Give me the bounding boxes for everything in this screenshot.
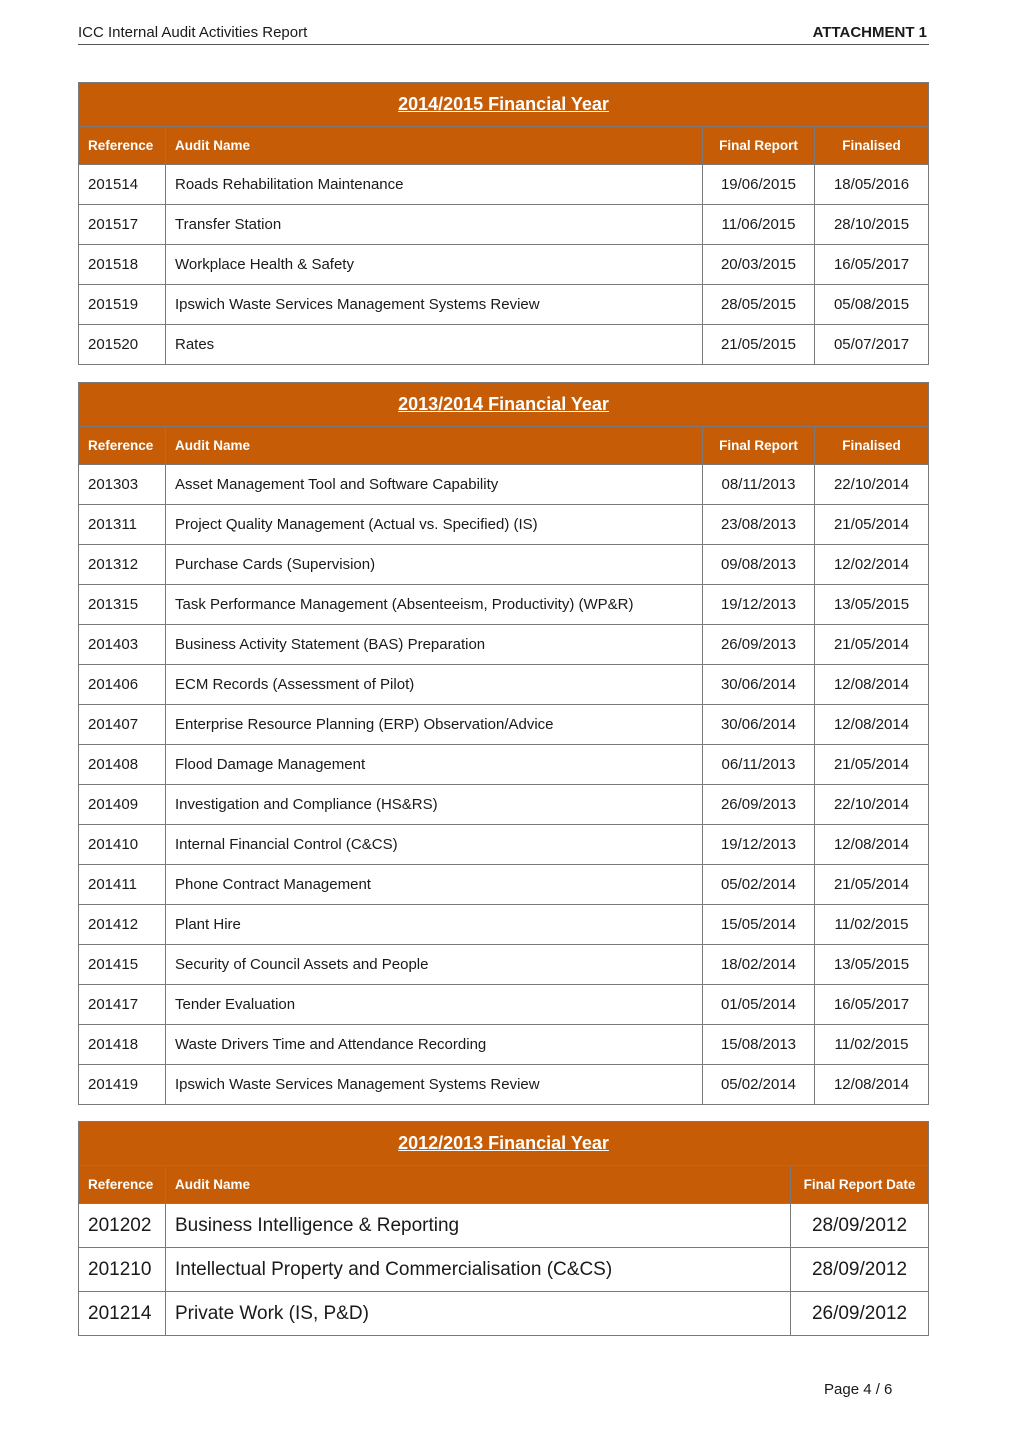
audit-name-cell: Ipswich Waste Services Management Systems Review: [166, 1065, 703, 1105]
finalised-cell: 05/08/2015: [815, 285, 929, 325]
reference-cell: 201417: [79, 985, 166, 1025]
audit-name-cell: Purchase Cards (Supervision): [166, 545, 703, 585]
column-header: Final Report: [703, 427, 815, 465]
reference-cell: 201415: [79, 945, 166, 985]
reference-cell: 201418: [79, 1025, 166, 1065]
table-row: [79, 705, 929, 745]
finalised-cell: 21/05/2014: [815, 625, 929, 665]
finalised-cell: 21/05/2014: [815, 865, 929, 905]
audit-name-cell: Roads Rehabilitation Maintenance: [166, 165, 703, 205]
audit-name-cell: Waste Drivers Time and Attendance Recording: [166, 1025, 703, 1065]
audit-name-cell: Project Quality Management (Actual vs. Specified) (IS): [166, 505, 703, 545]
reference-cell: 201410: [79, 825, 166, 865]
table-row: [79, 1025, 929, 1065]
final-report-cell: 01/05/2014: [703, 985, 815, 1025]
column-header: Final Report Date: [791, 1166, 929, 1204]
final-report-cell: 19/12/2013: [703, 825, 815, 865]
table-row: [79, 465, 929, 505]
final-report-cell: 30/06/2014: [703, 705, 815, 745]
finalised-cell: 21/05/2014: [815, 505, 929, 545]
report-title: ICC Internal Audit Activities Report: [78, 24, 308, 41]
table-row: [79, 745, 929, 785]
reference-cell: 201419: [79, 1065, 166, 1105]
final-report-date-cell: 28/09/2012: [791, 1248, 929, 1292]
audit-name-cell: Flood Damage Management: [166, 745, 703, 785]
table-row: [79, 1292, 929, 1336]
final-report-cell: 05/02/2014: [703, 1065, 815, 1105]
reference-cell: 201403: [79, 625, 166, 665]
audit-name-cell: Business Activity Statement (BAS) Preparation: [166, 625, 703, 665]
table-row: [79, 325, 929, 365]
reference-cell: 201517: [79, 205, 166, 245]
table-title-row: [79, 1122, 929, 1166]
table-row: [79, 905, 929, 945]
table-header-row: [79, 127, 929, 165]
table-row: [79, 1065, 929, 1105]
table-header-row: [79, 427, 929, 465]
finalised-cell: 12/08/2014: [815, 1065, 929, 1105]
audit-name-cell: Transfer Station: [166, 205, 703, 245]
column-header: Audit Name: [166, 427, 703, 465]
final-report-cell: 20/03/2015: [703, 245, 815, 285]
table-row: [79, 785, 929, 825]
audit-name-cell: Intellectual Property and Commercialisation (C&CS): [166, 1248, 791, 1292]
audit-name-cell: ECM Records (Assessment of Pilot): [166, 665, 703, 705]
finalised-cell: 12/08/2014: [815, 705, 929, 745]
audit-name-cell: Private Work (IS, P&D): [166, 1292, 791, 1336]
table-row: [79, 205, 929, 245]
final-report-cell: 15/08/2013: [703, 1025, 815, 1065]
reference-cell: 201311: [79, 505, 166, 545]
table-row: [79, 585, 929, 625]
final-report-date-cell: 26/09/2012: [791, 1292, 929, 1336]
finalised-cell: 21/05/2014: [815, 745, 929, 785]
column-header: Reference: [79, 127, 166, 165]
reference-cell: 201518: [79, 245, 166, 285]
finalised-cell: 18/05/2016: [815, 165, 929, 205]
final-report-date-cell: 28/09/2012: [791, 1204, 929, 1248]
column-header: Final Report: [703, 127, 815, 165]
reference-cell: 201519: [79, 285, 166, 325]
final-report-cell: 08/11/2013: [703, 465, 815, 505]
table-row: [79, 285, 929, 325]
table-row: [79, 505, 929, 545]
reference-cell: 201520: [79, 325, 166, 365]
column-header: Audit Name: [166, 1166, 791, 1204]
audit-name-cell: Workplace Health & Safety: [166, 245, 703, 285]
audit-table-2012-2013: [78, 1121, 929, 1336]
finalised-cell: 28/10/2015: [815, 205, 929, 245]
audit-name-cell: Rates: [166, 325, 703, 365]
table-row: [79, 245, 929, 285]
reference-cell: 201202: [79, 1204, 166, 1248]
financial-year-title: 2013/2014 Financial Year: [79, 383, 929, 427]
finalised-cell: 12/08/2014: [815, 825, 929, 865]
finalised-cell: 12/08/2014: [815, 665, 929, 705]
finalised-cell: 05/07/2017: [815, 325, 929, 365]
table-row: [79, 985, 929, 1025]
audit-name-cell: Task Performance Management (Absenteeism, Productivity) (WP&R): [166, 585, 703, 625]
audit-name-cell: Business Intelligence & Reporting: [166, 1204, 791, 1248]
page-header: [78, 22, 929, 45]
finalised-cell: 13/05/2015: [815, 585, 929, 625]
table-row: [79, 945, 929, 985]
attachment-label: ATTACHMENT 1: [812, 24, 927, 41]
column-header: Reference: [79, 427, 166, 465]
audit-table-2014-2015: [78, 82, 929, 365]
finalised-cell: 11/02/2015: [815, 1025, 929, 1065]
financial-year-title: 2014/2015 Financial Year: [79, 83, 929, 127]
finalised-cell: 11/02/2015: [815, 905, 929, 945]
reference-cell: 201409: [79, 785, 166, 825]
column-header: Finalised: [815, 427, 929, 465]
reference-cell: 201406: [79, 665, 166, 705]
financial-year-title: 2012/2013 Financial Year: [79, 1122, 929, 1166]
audit-name-cell: Ipswich Waste Services Management Systems Review: [166, 285, 703, 325]
table-title-row: [79, 383, 929, 427]
reference-cell: 201315: [79, 585, 166, 625]
reference-cell: 201411: [79, 865, 166, 905]
audit-name-cell: Enterprise Resource Planning (ERP) Observation/Advice: [166, 705, 703, 745]
audit-name-cell: Tender Evaluation: [166, 985, 703, 1025]
final-report-cell: 09/08/2013: [703, 545, 815, 585]
table-title-row: [79, 83, 929, 127]
audit-name-cell: Investigation and Compliance (HS&RS): [166, 785, 703, 825]
final-report-cell: 06/11/2013: [703, 745, 815, 785]
finalised-cell: 22/10/2014: [815, 465, 929, 505]
audit-table-2013-2014: [78, 382, 929, 1105]
finalised-cell: 13/05/2015: [815, 945, 929, 985]
final-report-cell: 15/05/2014: [703, 905, 815, 945]
table-row: [79, 545, 929, 585]
finalised-cell: 16/05/2017: [815, 985, 929, 1025]
final-report-cell: 21/05/2015: [703, 325, 815, 365]
reference-cell: 201514: [79, 165, 166, 205]
table-row: [79, 1248, 929, 1292]
audit-name-cell: Plant Hire: [166, 905, 703, 945]
reference-cell: 201408: [79, 745, 166, 785]
reference-cell: 201407: [79, 705, 166, 745]
reference-cell: 201210: [79, 1248, 166, 1292]
reference-cell: 201214: [79, 1292, 166, 1336]
audit-name-cell: Phone Contract Management: [166, 865, 703, 905]
audit-name-cell: Internal Financial Control (C&CS): [166, 825, 703, 865]
finalised-cell: 12/02/2014: [815, 545, 929, 585]
final-report-cell: 26/09/2013: [703, 625, 815, 665]
reference-cell: 201412: [79, 905, 166, 945]
final-report-cell: 05/02/2014: [703, 865, 815, 905]
table-row: [79, 865, 929, 905]
finalised-cell: 22/10/2014: [815, 785, 929, 825]
audit-name-cell: Asset Management Tool and Software Capability: [166, 465, 703, 505]
table-row: [79, 1204, 929, 1248]
final-report-cell: 26/09/2013: [703, 785, 815, 825]
final-report-cell: 19/06/2015: [703, 165, 815, 205]
page-number: Page 4 / 6: [824, 1381, 893, 1398]
finalised-cell: 16/05/2017: [815, 245, 929, 285]
table-row: [79, 625, 929, 665]
final-report-cell: 28/05/2015: [703, 285, 815, 325]
table-header-row: [79, 1166, 929, 1204]
reference-cell: 201303: [79, 465, 166, 505]
table-row: [79, 665, 929, 705]
final-report-cell: 18/02/2014: [703, 945, 815, 985]
table-row: [79, 165, 929, 205]
reference-cell: 201312: [79, 545, 166, 585]
table-row: [79, 825, 929, 865]
final-report-cell: 30/06/2014: [703, 665, 815, 705]
column-header: Reference: [79, 1166, 166, 1204]
column-header: Finalised: [815, 127, 929, 165]
final-report-cell: 19/12/2013: [703, 585, 815, 625]
final-report-cell: 23/08/2013: [703, 505, 815, 545]
final-report-cell: 11/06/2015: [703, 205, 815, 245]
audit-name-cell: Security of Council Assets and People: [166, 945, 703, 985]
column-header: Audit Name: [166, 127, 703, 165]
